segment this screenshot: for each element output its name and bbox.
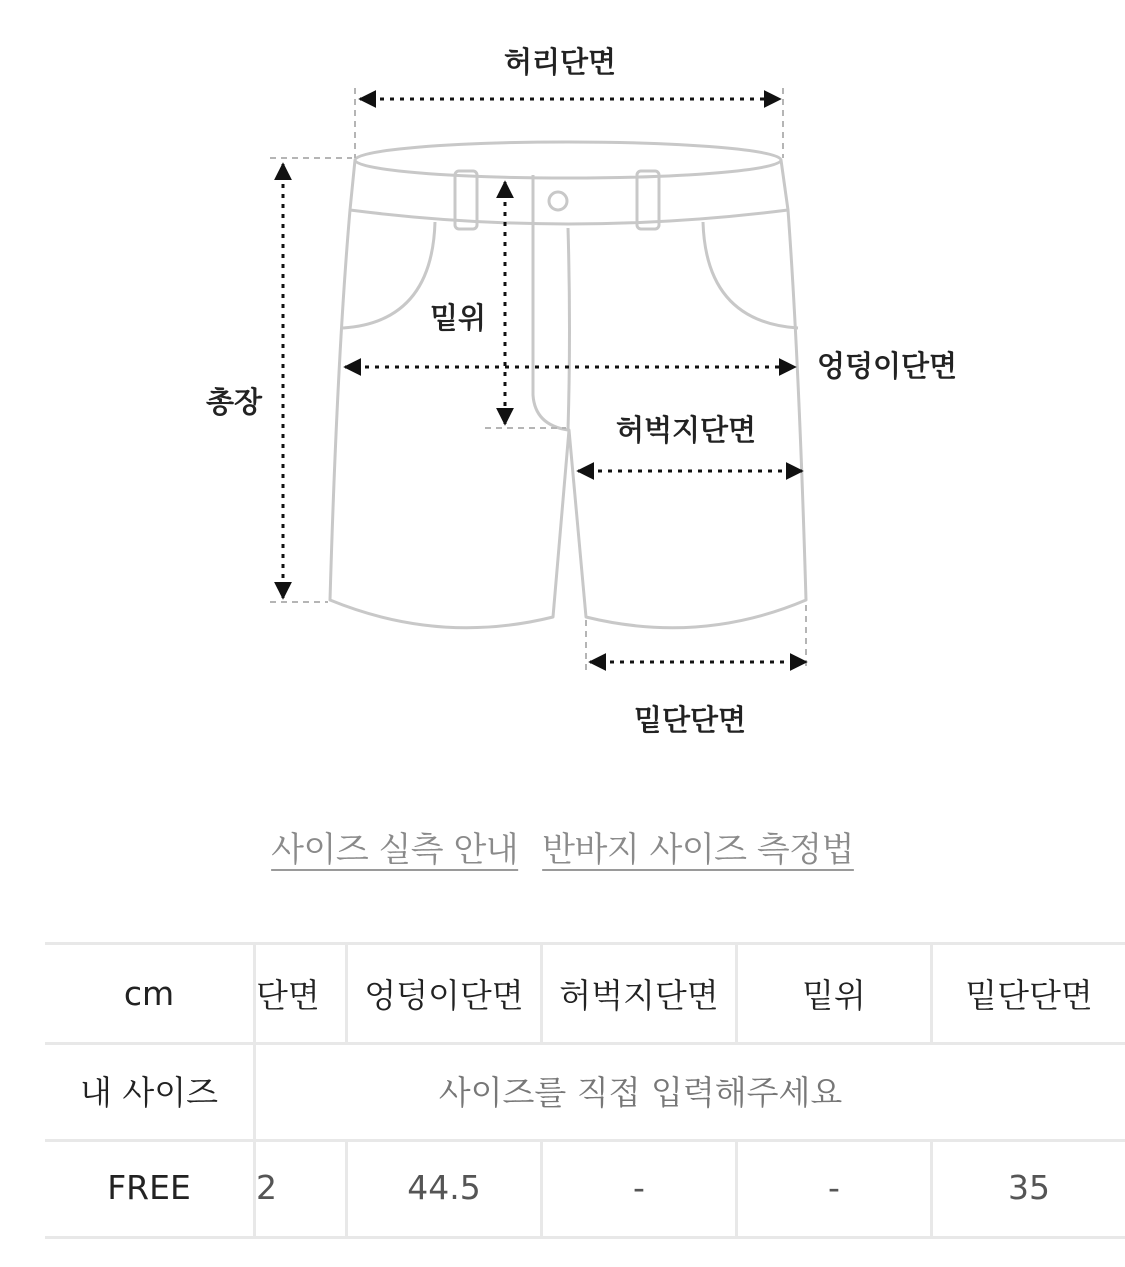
value-cell: 35	[1008, 1168, 1050, 1207]
table-header-row	[45, 945, 1125, 1045]
table-row	[45, 1042, 1125, 1142]
guide-links	[0, 822, 1125, 871]
value-cell: -	[633, 1168, 645, 1207]
shorts-outline-icon	[330, 142, 806, 628]
header-cell: 허벅지단면	[559, 976, 719, 1015]
guide-lines	[270, 88, 806, 670]
header-cell: 밑위	[802, 976, 866, 1015]
value-cell: 2	[253, 1139, 345, 1236]
value-cell: 44.5	[407, 1168, 481, 1207]
label-rise: 밑위	[429, 301, 487, 335]
label-hem: 밑단단면	[633, 703, 747, 737]
header-cell: 단면	[253, 945, 345, 1042]
size-guide-link[interactable]: 사이즈 실측 안내	[271, 830, 519, 870]
header-cell: 엉덩이단면	[364, 976, 524, 1015]
label-thigh: 허벅지단면	[615, 413, 757, 447]
value-cell: -	[828, 1168, 840, 1207]
unit-label: cm	[123, 974, 175, 1013]
header-cell: 밑단단면	[965, 976, 1093, 1015]
label-length: 총장	[205, 385, 263, 419]
size-table[interactable]	[45, 942, 1125, 1240]
size-label: FREE	[107, 1168, 191, 1207]
my-size-placeholder: 사이즈를 직접 입력해주세요	[438, 1073, 843, 1112]
measure-guide-link[interactable]: 반바지 사이즈 측정법	[542, 830, 854, 870]
table-row	[45, 1139, 1125, 1239]
my-size-input[interactable]	[253, 1042, 1125, 1139]
arrow-icon	[283, 99, 806, 662]
my-size-label: 내 사이즈	[79, 1073, 218, 1112]
label-waist: 허리단면	[503, 45, 617, 79]
label-hip: 엉덩이단면	[817, 349, 958, 383]
